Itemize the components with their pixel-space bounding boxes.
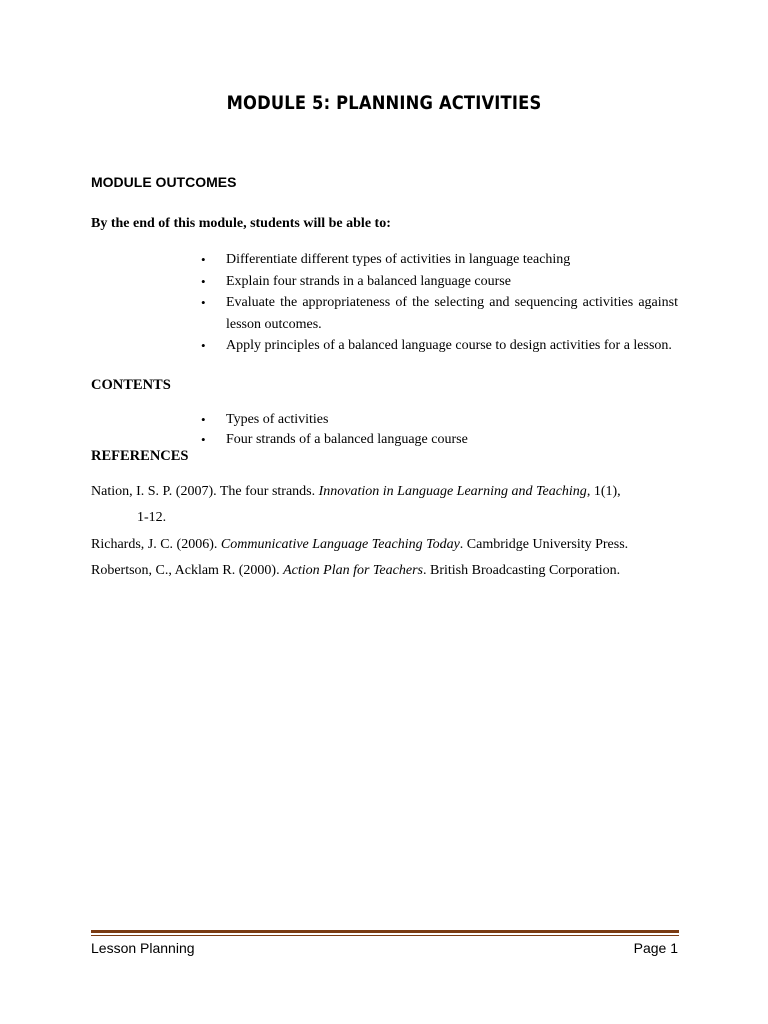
list-item: • Apply principles of a balanced language course to design activities for a lesson. [200, 335, 678, 357]
outcomes-list [200, 249, 678, 357]
footer-rule [91, 930, 679, 933]
footer-rule-thin [91, 935, 679, 936]
footer-document-title: Lesson Planning [91, 940, 195, 956]
bullet-icon: • [201, 295, 206, 310]
bullet-icon: • [201, 431, 206, 447]
contents-list [200, 410, 678, 449]
bullet-icon: • [201, 252, 206, 267]
list-item: • Explain four strands in a balanced language course [200, 271, 678, 293]
outcomes-heading: MODULE OUTCOMES [91, 174, 237, 190]
bullet-icon: • [201, 273, 206, 289]
bullet-icon: • [201, 412, 206, 427]
footer-page-number: Page 1 [633, 940, 678, 956]
list-item: • Differentiate different types of activities in language teaching [200, 249, 678, 271]
contents-heading: CONTENTS [91, 377, 171, 393]
outcomes-lead: By the end of this module, students will be able to: [91, 216, 391, 231]
bullet-icon: • [201, 338, 206, 353]
reference-item: Richards, J. C. (2006). Communicative Language Teaching Today. Cambridge University Press. [91, 537, 629, 552]
list-item: • Evaluate the appropriateness of the selecting and sequencing activities against lesson outcomes. [200, 292, 678, 335]
page-title: MODULE 5: PLANNING ACTIVITIES [226, 92, 542, 114]
reference-item: Robertson, C., Acklam R. (2000). Action Plan for Teachers. British Broadcasting Corporation. [91, 563, 621, 578]
references-heading: REFERENCES [91, 448, 189, 464]
reference-item: Nation, I. S. P. (2007). The four strands. Innovation in Language Learning and Teaching, 1(1), 1-12. [91, 484, 621, 525]
list-item: • Four strands of a balanced language course [200, 430, 678, 450]
list-item: • Types of activities [200, 410, 678, 430]
